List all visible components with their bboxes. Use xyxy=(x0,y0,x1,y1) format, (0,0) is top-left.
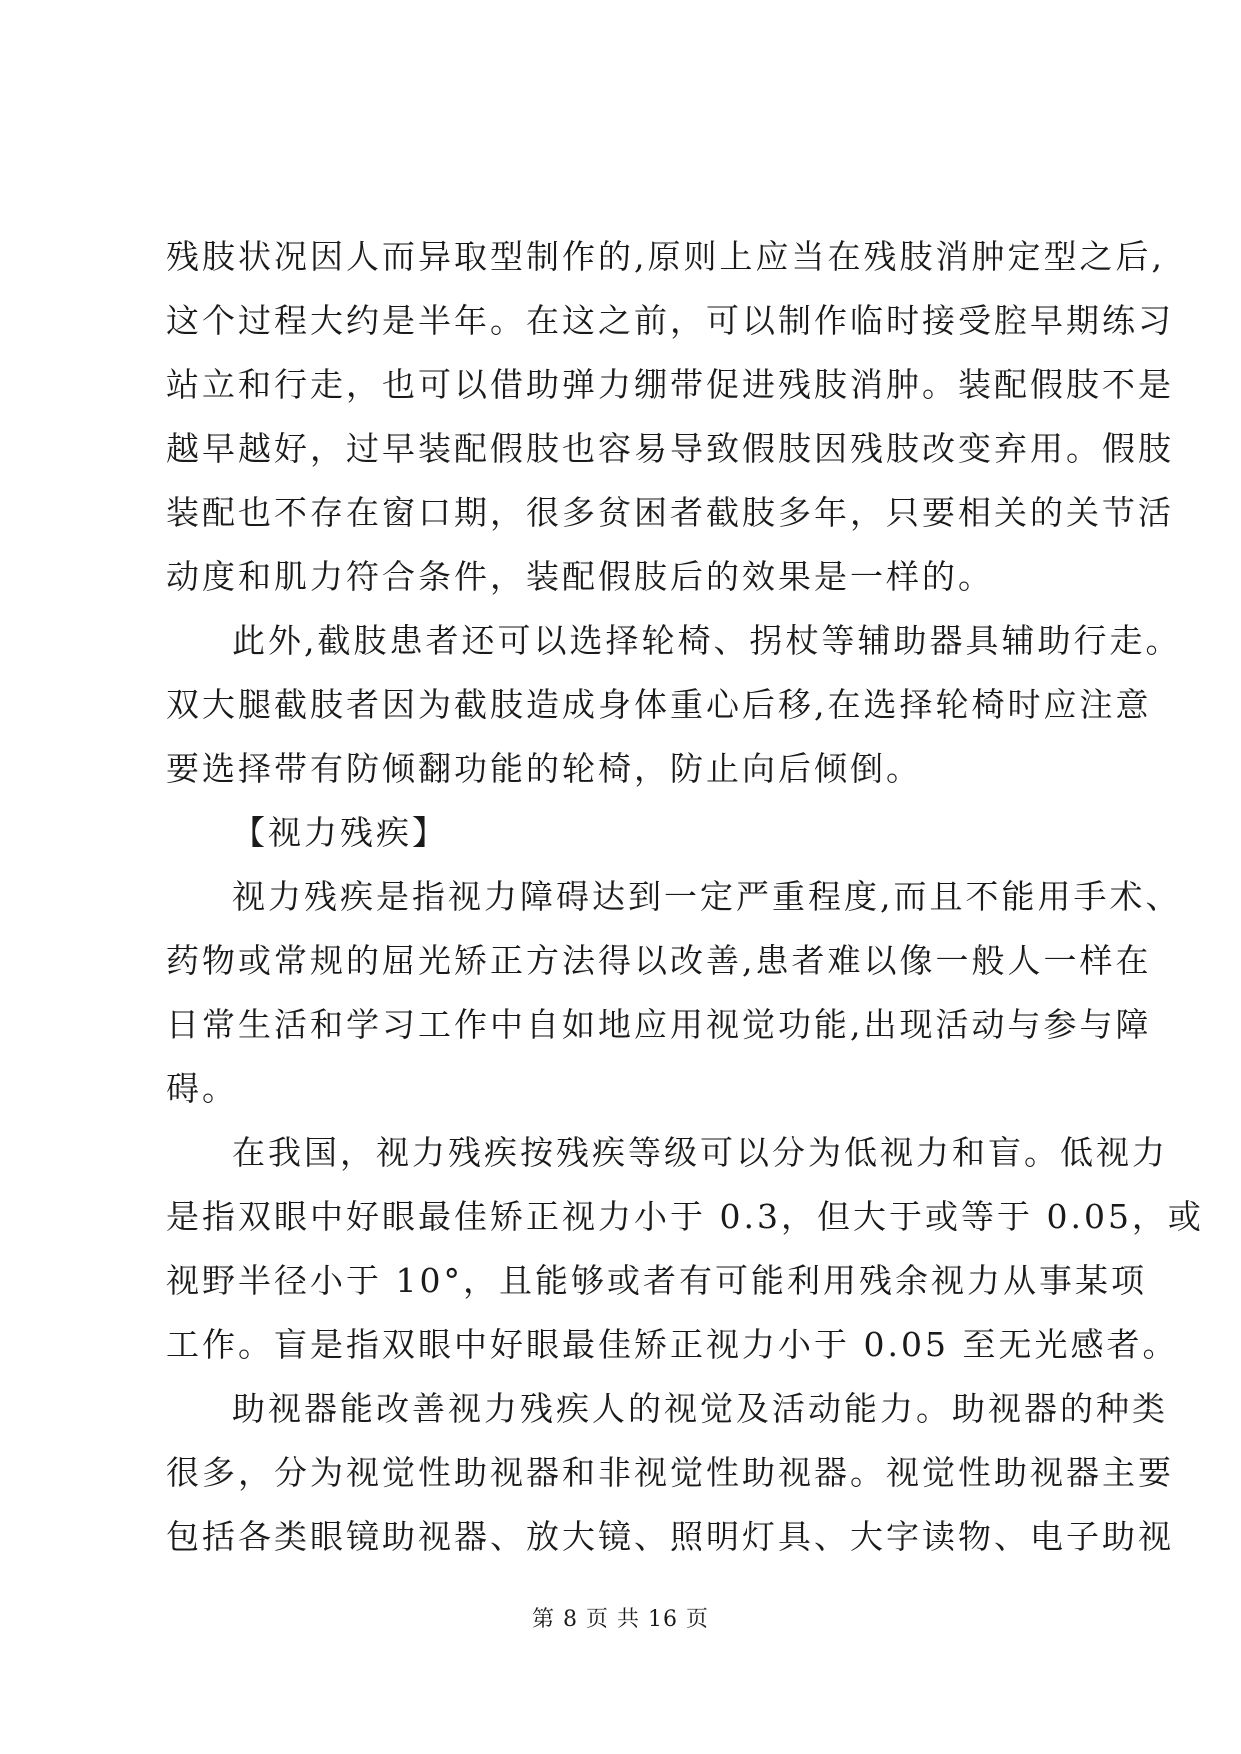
text-line: 视野半径小于 10°，且能够或者有可能利用残余视力从事某项 xyxy=(166,1261,1147,1300)
text-line: 双大腿截肢者因为截肢造成身体重心后移,在选择轮椅时应注意 xyxy=(166,685,1152,724)
page-number-footer: 第 8 页 共 16 页 xyxy=(532,1607,709,1632)
text-line: 药物或常规的屈光矫正方法得以改善,患者难以像一般人一样在 xyxy=(166,941,1152,980)
text-line: 越早越好，过早装配假肢也容易导致假肢因残肢改变弃用。假肢 xyxy=(166,429,1174,468)
paragraph-first-line: 助视器能改善视力残疾人的视觉及活动能力。助视器的种类 xyxy=(232,1389,1168,1428)
text-line: 装配也不存在窗口期，很多贫困者截肢多年，只要相关的关节活 xyxy=(166,493,1174,532)
paragraph-first-line: 在我国，视力残疾按残疾等级可以分为低视力和盲。低视力 xyxy=(232,1133,1168,1172)
text-line: 这个过程大约是半年。在这之前，可以制作临时接受腔早期练习 xyxy=(166,301,1174,340)
paragraph-first-line: 视力残疾是指视力障碍达到一定严重程度,而且不能用手术、 xyxy=(232,877,1182,916)
text-line: 要选择带有防倾翻功能的轮椅，防止向后倾倒。 xyxy=(166,749,922,788)
text-line: 动度和肌力符合条件，装配假肢后的效果是一样的。 xyxy=(166,557,994,596)
paragraph-first-line: 此外,截肢患者还可以选择轮椅、拐杖等辅助器具辅助行走。 xyxy=(232,621,1182,660)
text-line: 工作。盲是指双眼中好眼最佳矫正视力小于 0.05 至无光感者。 xyxy=(166,1325,1179,1364)
text-line: 包括各类眼镜助视器、放大镜、照明灯具、大字读物、电子助视 xyxy=(166,1517,1174,1556)
section-heading: 【视力残疾】 xyxy=(232,813,448,852)
text-line: 日常生活和学习工作中自如地应用视觉功能,出现活动与参与障 xyxy=(166,1005,1152,1044)
text-line: 残肢状况因人而异取型制作的,原则上应当在残肢消肿定型之后, xyxy=(166,237,1165,276)
text-line: 很多，分为视觉性助视器和非视觉性助视器。视觉性助视器主要 xyxy=(166,1453,1174,1492)
text-line: 碍。 xyxy=(166,1069,238,1108)
text-line: 站立和行走，也可以借助弹力绷带促进残肢消肿。装配假肢不是 xyxy=(166,365,1174,404)
text-line: 是指双眼中好眼最佳矫正视力小于 0.3，但大于或等于 0.05，或 xyxy=(166,1197,1204,1236)
document-body xyxy=(166,225,1204,1569)
